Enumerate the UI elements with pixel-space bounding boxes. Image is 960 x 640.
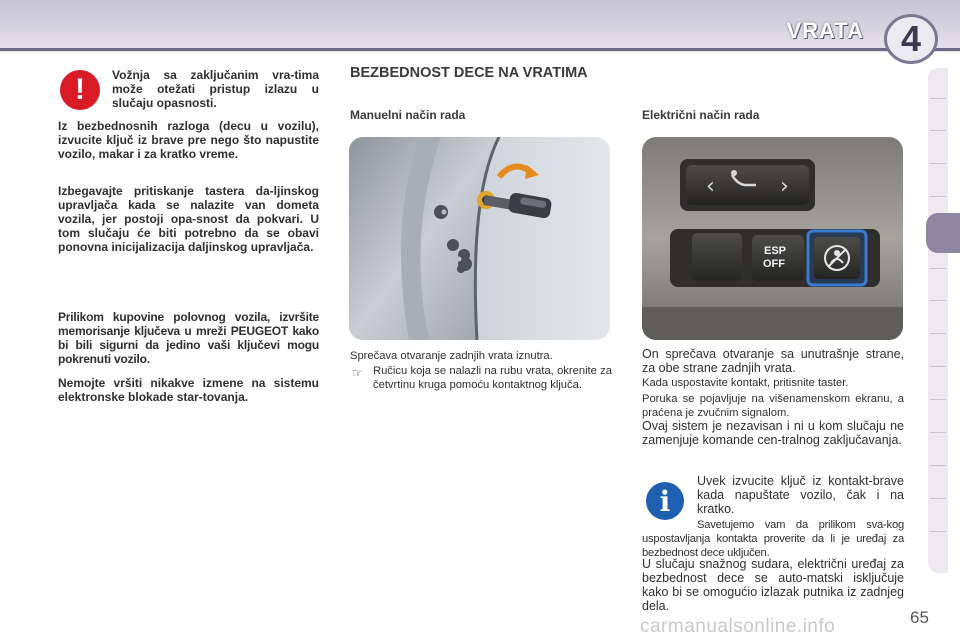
thumb-index-divider (930, 268, 946, 269)
thumb-index-divider (930, 300, 946, 301)
info-paragraph: U slučaju snažnog sudara, električni uređaj za bezbednost dece se auto-matski isključuje kako bi se omogućio izlazak putnika iz zadnjeg dela. (642, 557, 904, 613)
thumb-index-divider (930, 333, 946, 334)
svg-text:‹: ‹ (706, 174, 715, 199)
door-child-lock-photo (349, 137, 610, 340)
thumb-index-divider (930, 465, 946, 466)
electric-mode-heading: Električni način rada (642, 108, 760, 122)
thumb-index-divider (930, 196, 946, 197)
header-divider (0, 48, 960, 51)
active-chapter-tab[interactable] (926, 213, 960, 253)
electric-paragraph: Ovaj sistem je nezavisan i ni u kom slučaju ne zamenjuje komande cen-tralnog zaključavanja. (642, 419, 904, 447)
warning-paragraph: Izbegavajte pritiskanje tastera da-ljinskog upravljača kada se nalazite van dometa vozila, jer postoji opa-snost da pokvari. U tom slučaju će biti potrebno da se obavi ponovna inicijalizacija daljinskog upravljača. (58, 184, 319, 254)
electric-paragraph: Kada uspostavite kontakt, pritisnite taster. (642, 377, 849, 389)
thumb-index-divider (930, 432, 946, 433)
thumb-index-divider (930, 163, 946, 164)
thumb-index-divider (930, 498, 946, 499)
warning-paragraph: Vožnja sa zaključanim vra-tima može otežati pristup izlazu u slučaju opasnosti. (112, 68, 319, 110)
manual-intro-text: Sprečava otvaranje zadnjih vrata iznutra. (350, 350, 553, 362)
warning-paragraph: Prilikom kupovine polovnog vozila, izvršite memorisanje ključeva u mreži PEUGEOT kako bi bili sigurni da jedino vaši ključevi mogu pokrenuti vozilo. (58, 310, 319, 366)
info-icon: i (646, 482, 684, 520)
esp-button-label: ESP (764, 245, 787, 257)
manual-mode-heading: Manuelni način rada (350, 108, 466, 122)
child-lock-switch-panel-photo (642, 137, 903, 340)
manual-instruction-text: Ručicu koja se nalazli na rubu vrata, okrenite za četvrtinu kruga pomoću kontaktnog ključa. (373, 365, 612, 391)
exclamation-warning-icon: ! (60, 70, 100, 110)
thumb-index-divider (930, 531, 946, 532)
section-title: BEZBEDNOST DECE NA VRATIMA (350, 65, 588, 81)
thumb-index-divider (930, 399, 946, 400)
info-paragraph: Savetujemo vam da prilikom sva-kog uspostavljanja kontakta proverite da li je uređaj za bezbednost dece uključen. (642, 519, 904, 559)
watermark: carmanualsonline.info (640, 616, 836, 637)
chapter-title: VRATA (786, 18, 864, 43)
svg-text:›: › (780, 174, 789, 199)
thumb-index-divider (930, 130, 946, 131)
thumb-index-divider (930, 366, 946, 367)
esp-button-label-off: OFF (763, 258, 785, 270)
page-number: 65 (910, 608, 929, 627)
thumb-index-divider (930, 98, 946, 99)
warning-paragraph: Iz bezbednosnih razloga (decu u vozilu), izvucite ključ iz brave pre nego što napustite vozilo, makar i za kratko vreme. (58, 119, 319, 161)
electric-paragraph: Poruka se pojavljuje na višenamenskom ekranu, a praćena je zvučnim signalom. (642, 393, 904, 419)
pointing-hand-bullet-icon: ☞ (352, 366, 363, 380)
warning-paragraph: Nemojte vršiti nikakve izmene na sistemu elektronske blokade star-tovanja. (58, 376, 319, 404)
info-paragraph: Uvek izvucite ključ iz kontakt-brave kada napuštate vozilo, čak i na kratko. (697, 474, 904, 516)
chapter-number-badge: 4 (884, 14, 938, 64)
electric-paragraph: On sprečava otvaranje sa unutrašnje strane, za obe strane zadnjih vrata. (642, 347, 904, 375)
